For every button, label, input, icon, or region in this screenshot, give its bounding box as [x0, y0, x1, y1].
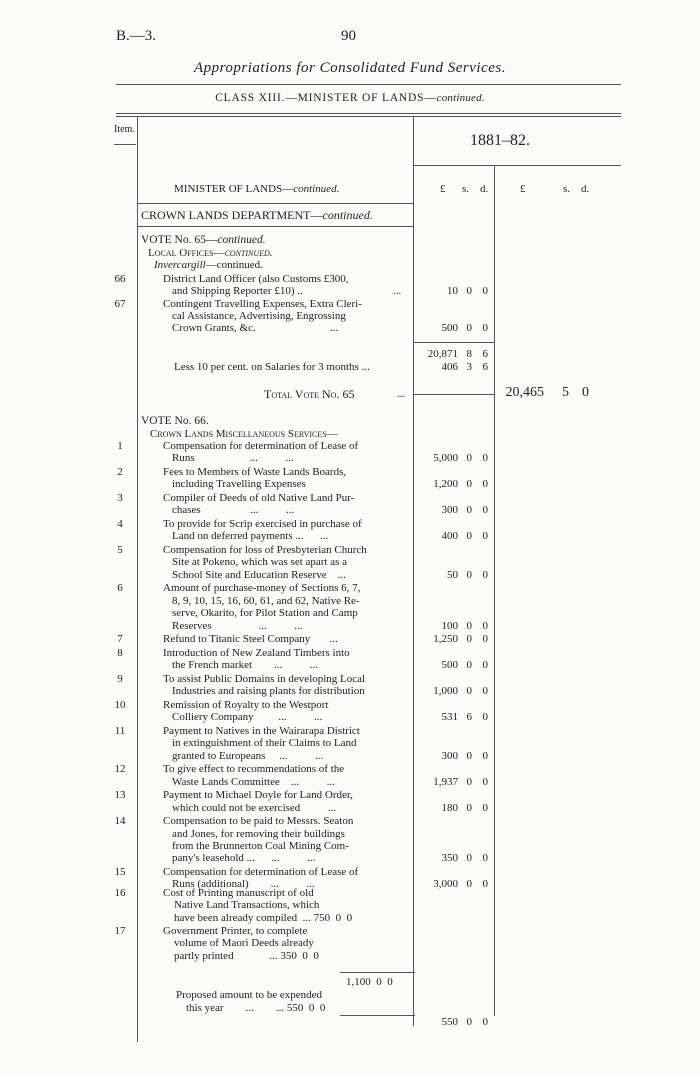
- subtotal-shillings: 8: [466, 348, 472, 360]
- amount-pounds: 500: [441, 659, 458, 672]
- amount-pounds: 400: [441, 530, 458, 543]
- total-shillings: 5: [562, 385, 569, 400]
- shilling-header: s.: [462, 183, 470, 195]
- item-column-rule: [137, 116, 138, 1042]
- item-desc-line: Compensation for determination of Lease of: [163, 440, 359, 452]
- item-desc-line: Compensation for determination of Lease of: [163, 866, 359, 878]
- item-desc-line: Industries and raising plants for distribution: [172, 685, 365, 698]
- year-heading: 1881–82.: [470, 132, 530, 149]
- money-column-rule: [494, 166, 495, 1016]
- item-desc-line: have been already compiled ... 750 0 0: [174, 911, 353, 924]
- class-rule-bottom: [116, 116, 621, 117]
- item-desc-line: Waste Lands Committee ... ...: [172, 775, 335, 788]
- amount-pounds: 500: [441, 322, 458, 334]
- invercargill-heading: Invercargill—continued.: [154, 259, 263, 271]
- item-number: 3: [117, 492, 123, 504]
- item-header-rule: [114, 144, 136, 145]
- amount-pence: 0: [482, 659, 488, 672]
- vote66-heading: VOTE No. 66.: [141, 415, 209, 427]
- item-number: 2: [117, 466, 123, 478]
- amount-pence: 0: [482, 452, 488, 465]
- amount-pence: 0: [482, 711, 488, 724]
- amount-pence: 0: [482, 322, 488, 334]
- item-number: 4: [117, 518, 123, 530]
- item-number: 10: [114, 698, 126, 711]
- title-rule: [116, 84, 621, 85]
- amount-shillings: 0: [466, 685, 472, 698]
- amount-pence: 0: [482, 568, 488, 581]
- year-rule: [414, 165, 621, 166]
- item-desc-line: To give effect to recommendations of the: [163, 763, 345, 776]
- item-desc-line: School Site and Education Reserve ...: [172, 568, 346, 581]
- item-number: 16: [114, 887, 126, 899]
- amount-shillings: 0: [466, 285, 472, 297]
- amount-shillings: 6: [466, 711, 472, 724]
- item-number: 9: [117, 672, 123, 685]
- sub-sum-rule: [340, 972, 415, 973]
- item-desc-line: Payment to Natives in the Wairarapa District: [163, 724, 360, 737]
- total-rule: [414, 394, 494, 395]
- less-shillings: 3: [466, 361, 472, 373]
- item-number: 17: [114, 925, 126, 937]
- ministry-heading: MINISTER OF LANDS—continued.: [174, 183, 340, 195]
- item-desc-line: Contingent Travelling Expenses, Extra Cleri-: [163, 298, 362, 310]
- item-desc-line: Compensation for loss of Presbyterian Church: [163, 544, 367, 556]
- item-number: 66: [114, 273, 126, 285]
- amount-shillings: 0: [466, 1016, 472, 1028]
- less-salaries-label: Less 10 per cent. on Salaries for 3 months ...: [174, 361, 370, 373]
- amount-pounds: 531: [441, 711, 458, 724]
- item-number: 15: [114, 866, 126, 878]
- item-number: 11: [114, 724, 126, 737]
- subtotal-pence: 6: [482, 348, 488, 360]
- item-desc-line: Fees to Members of Waste Lands Boards,: [163, 466, 347, 478]
- subtotal-rule: [414, 342, 494, 343]
- amount-pence: 0: [482, 530, 488, 543]
- total-leader-dots: ...: [397, 388, 406, 400]
- amount-pounds: 10: [447, 285, 458, 297]
- amount-shillings: 0: [466, 801, 472, 814]
- proposed-amount-line: this year ... ... 550 0 0: [186, 1002, 326, 1014]
- class-rule-top: [116, 113, 621, 114]
- department-rule: [138, 226, 413, 227]
- amount-pounds: 300: [441, 504, 458, 517]
- total-pounds: 20,465: [505, 385, 544, 400]
- item-desc-line: Introduction of New Zealand Timbers into: [163, 646, 350, 659]
- item-desc-line: volume of Maori Deeds already: [174, 937, 314, 950]
- item-desc-line: Reserves ... ...: [172, 619, 303, 632]
- pound-header-2: £: [520, 183, 526, 195]
- item-desc-line: the French market ... ...: [172, 659, 319, 672]
- amount-pence: 0: [482, 619, 488, 632]
- item-desc-line: serve, Okarito, for Pilot Station and Camp: [172, 607, 358, 620]
- amount-pence: 0: [482, 852, 488, 865]
- item-desc-line: Site at Pokeno, which was set apart as a: [172, 556, 348, 569]
- amount-pence: 0: [482, 633, 488, 646]
- amount-pence: 0: [482, 1016, 488, 1028]
- item-desc-line: Compiler of Deeds of old Native Land Pur-: [163, 492, 355, 504]
- amount-shillings: 0: [466, 322, 472, 334]
- amount-shillings: 0: [466, 775, 472, 788]
- item-desc-line: Refund to Titanic Steel Company ...: [163, 633, 338, 646]
- local-offices-heading: Local Offices—continued.: [148, 247, 273, 259]
- pence-header: d.: [480, 183, 489, 195]
- amount-shillings: 0: [466, 659, 472, 672]
- item-leader-dots: ...: [330, 322, 339, 334]
- amount-pence: 0: [482, 504, 488, 517]
- item-number: 6: [117, 582, 123, 595]
- page-number: 90: [341, 28, 356, 44]
- pound-header: £: [440, 183, 446, 195]
- item-sum: 1,100 0 0: [346, 976, 393, 988]
- amount-pounds: 1,250: [433, 633, 458, 646]
- sub-sum-rule-2: [340, 1015, 415, 1016]
- item-desc-line: District Land Officer (also Customs £300,: [163, 273, 349, 285]
- item-number: 13: [114, 789, 126, 802]
- amount-shillings: 0: [466, 504, 472, 517]
- amount-pounds: 3,000: [433, 878, 458, 891]
- amount-pounds: 5,000: [433, 452, 458, 465]
- vote66-subheading: Crown Lands Miscellaneous Services—: [150, 428, 338, 440]
- item-desc-line: Native Land Transactions, which: [174, 899, 320, 912]
- ministry-rule: [138, 203, 413, 204]
- amount-pounds: 1,200: [433, 478, 458, 491]
- total-vote-65-label: Total Vote No. 65: [264, 387, 355, 401]
- amount-pounds: 100: [441, 619, 458, 632]
- amount-pounds: 350: [441, 852, 458, 865]
- class-title: CLASS XIII.—MINISTER OF LANDS—continued.: [215, 92, 485, 104]
- item-number: 12: [114, 763, 126, 776]
- amount-pounds: 180: [441, 801, 458, 814]
- item-desc-line: from the Brunnerton Coal Mining Com-: [172, 840, 349, 852]
- amount-shillings: 0: [466, 452, 472, 465]
- item-desc-line: in extinguishment of their Claims to Land: [172, 737, 357, 750]
- vote65-heading: VOTE No. 65—continued.: [141, 234, 266, 246]
- amount-shillings: 0: [466, 530, 472, 543]
- item-desc-line: chases ... ...: [172, 504, 295, 517]
- item-desc-line: To assist Public Domains in developing Local: [163, 672, 366, 685]
- amount-pence: 0: [482, 685, 488, 698]
- shilling-header-2: s.: [563, 183, 571, 195]
- subtotal-pounds: 20,871: [427, 348, 458, 360]
- amount-pounds: 300: [441, 749, 458, 762]
- item-column-header: Item.: [114, 124, 135, 135]
- amount-pounds: 1,000: [433, 685, 458, 698]
- item-number: 8: [117, 646, 123, 659]
- item-desc-line: Runs ... ...: [172, 452, 294, 465]
- item-desc-line: pany's leasehold ... ... ...: [172, 852, 316, 865]
- item-desc-line: Payment to Michael Doyle for Land Order,: [163, 789, 353, 802]
- item-number: 7: [117, 633, 123, 646]
- item-desc-line: 8, 9, 10, 15, 16, 60, 61, and 62, Native Re-: [172, 594, 360, 607]
- item-desc-line: Colliery Company ... ...: [172, 711, 323, 724]
- department-heading: CROWN LANDS DEPARTMENT—continued.: [141, 208, 373, 222]
- amount-pounds: 1,937: [433, 775, 458, 788]
- amount-pence: 0: [482, 285, 488, 297]
- item-desc-line: and Jones, for removing their buildings: [172, 827, 345, 840]
- amount-pence: 0: [482, 749, 488, 762]
- item-leader-dots: ...: [393, 285, 402, 297]
- less-pence: 6: [482, 361, 488, 373]
- item-desc-line: Remission of Royalty to the Westport: [163, 698, 329, 711]
- item-number: 67: [114, 298, 126, 310]
- pence-header-2: d.: [581, 183, 590, 195]
- amount-pounds: 550: [441, 1016, 458, 1028]
- amount-pence: 0: [482, 878, 488, 891]
- item-desc-line: To provide for Scrip exercised in purchase of: [163, 518, 362, 530]
- item-desc-line: cal Assistance, Advertising, Engrossing: [172, 310, 346, 322]
- item-number: 5: [117, 544, 123, 556]
- item-desc-line: Crown Grants, &c.: [172, 322, 256, 334]
- proposed-amount-label: Proposed amount to be expended: [176, 989, 323, 1001]
- amount-shillings: 0: [466, 633, 472, 646]
- amount-shillings: 0: [466, 568, 472, 581]
- item-desc-line: Land on deferred payments ... ...: [172, 530, 329, 543]
- amount-pounds: 50: [447, 568, 458, 581]
- item-desc-line: including Travelling Expenses: [172, 478, 306, 491]
- amount-shillings: 0: [466, 878, 472, 891]
- item-desc-line: Government Printer, to complete: [163, 925, 308, 937]
- page-reference: B.—3.: [116, 28, 157, 44]
- item-desc-line: Cost of Printing manuscript of old: [163, 887, 314, 899]
- item-desc-line: Amount of purchase-money of Sections 6, 7,: [163, 582, 361, 595]
- amount-pence: 0: [482, 478, 488, 491]
- item-desc-line: granted to Europeans ... ...: [172, 749, 324, 762]
- amount-pence: 0: [482, 801, 488, 814]
- amount-pence: 0: [482, 775, 488, 788]
- item-number: 1: [117, 440, 123, 452]
- amount-shillings: 0: [466, 619, 472, 632]
- item-desc-line: which could not be exercised ...: [172, 801, 337, 814]
- amount-shillings: 0: [466, 852, 472, 865]
- total-pence: 0: [582, 385, 589, 400]
- item-number: 14: [114, 815, 126, 828]
- amount-shillings: 0: [466, 749, 472, 762]
- page-title: Appropriations for Consolidated Fund Services.: [193, 60, 506, 76]
- item-desc-line: partly printed ... 350 0 0: [174, 949, 319, 962]
- item-desc-line: Compensation to be paid to Messrs. Seaton: [163, 815, 354, 828]
- less-pounds: 406: [441, 361, 458, 373]
- item-desc-line: Runs (additional) ... ...: [172, 878, 315, 891]
- amount-shillings: 0: [466, 478, 472, 491]
- item-desc-line: and Shipping Reporter £10) ..: [172, 285, 303, 297]
